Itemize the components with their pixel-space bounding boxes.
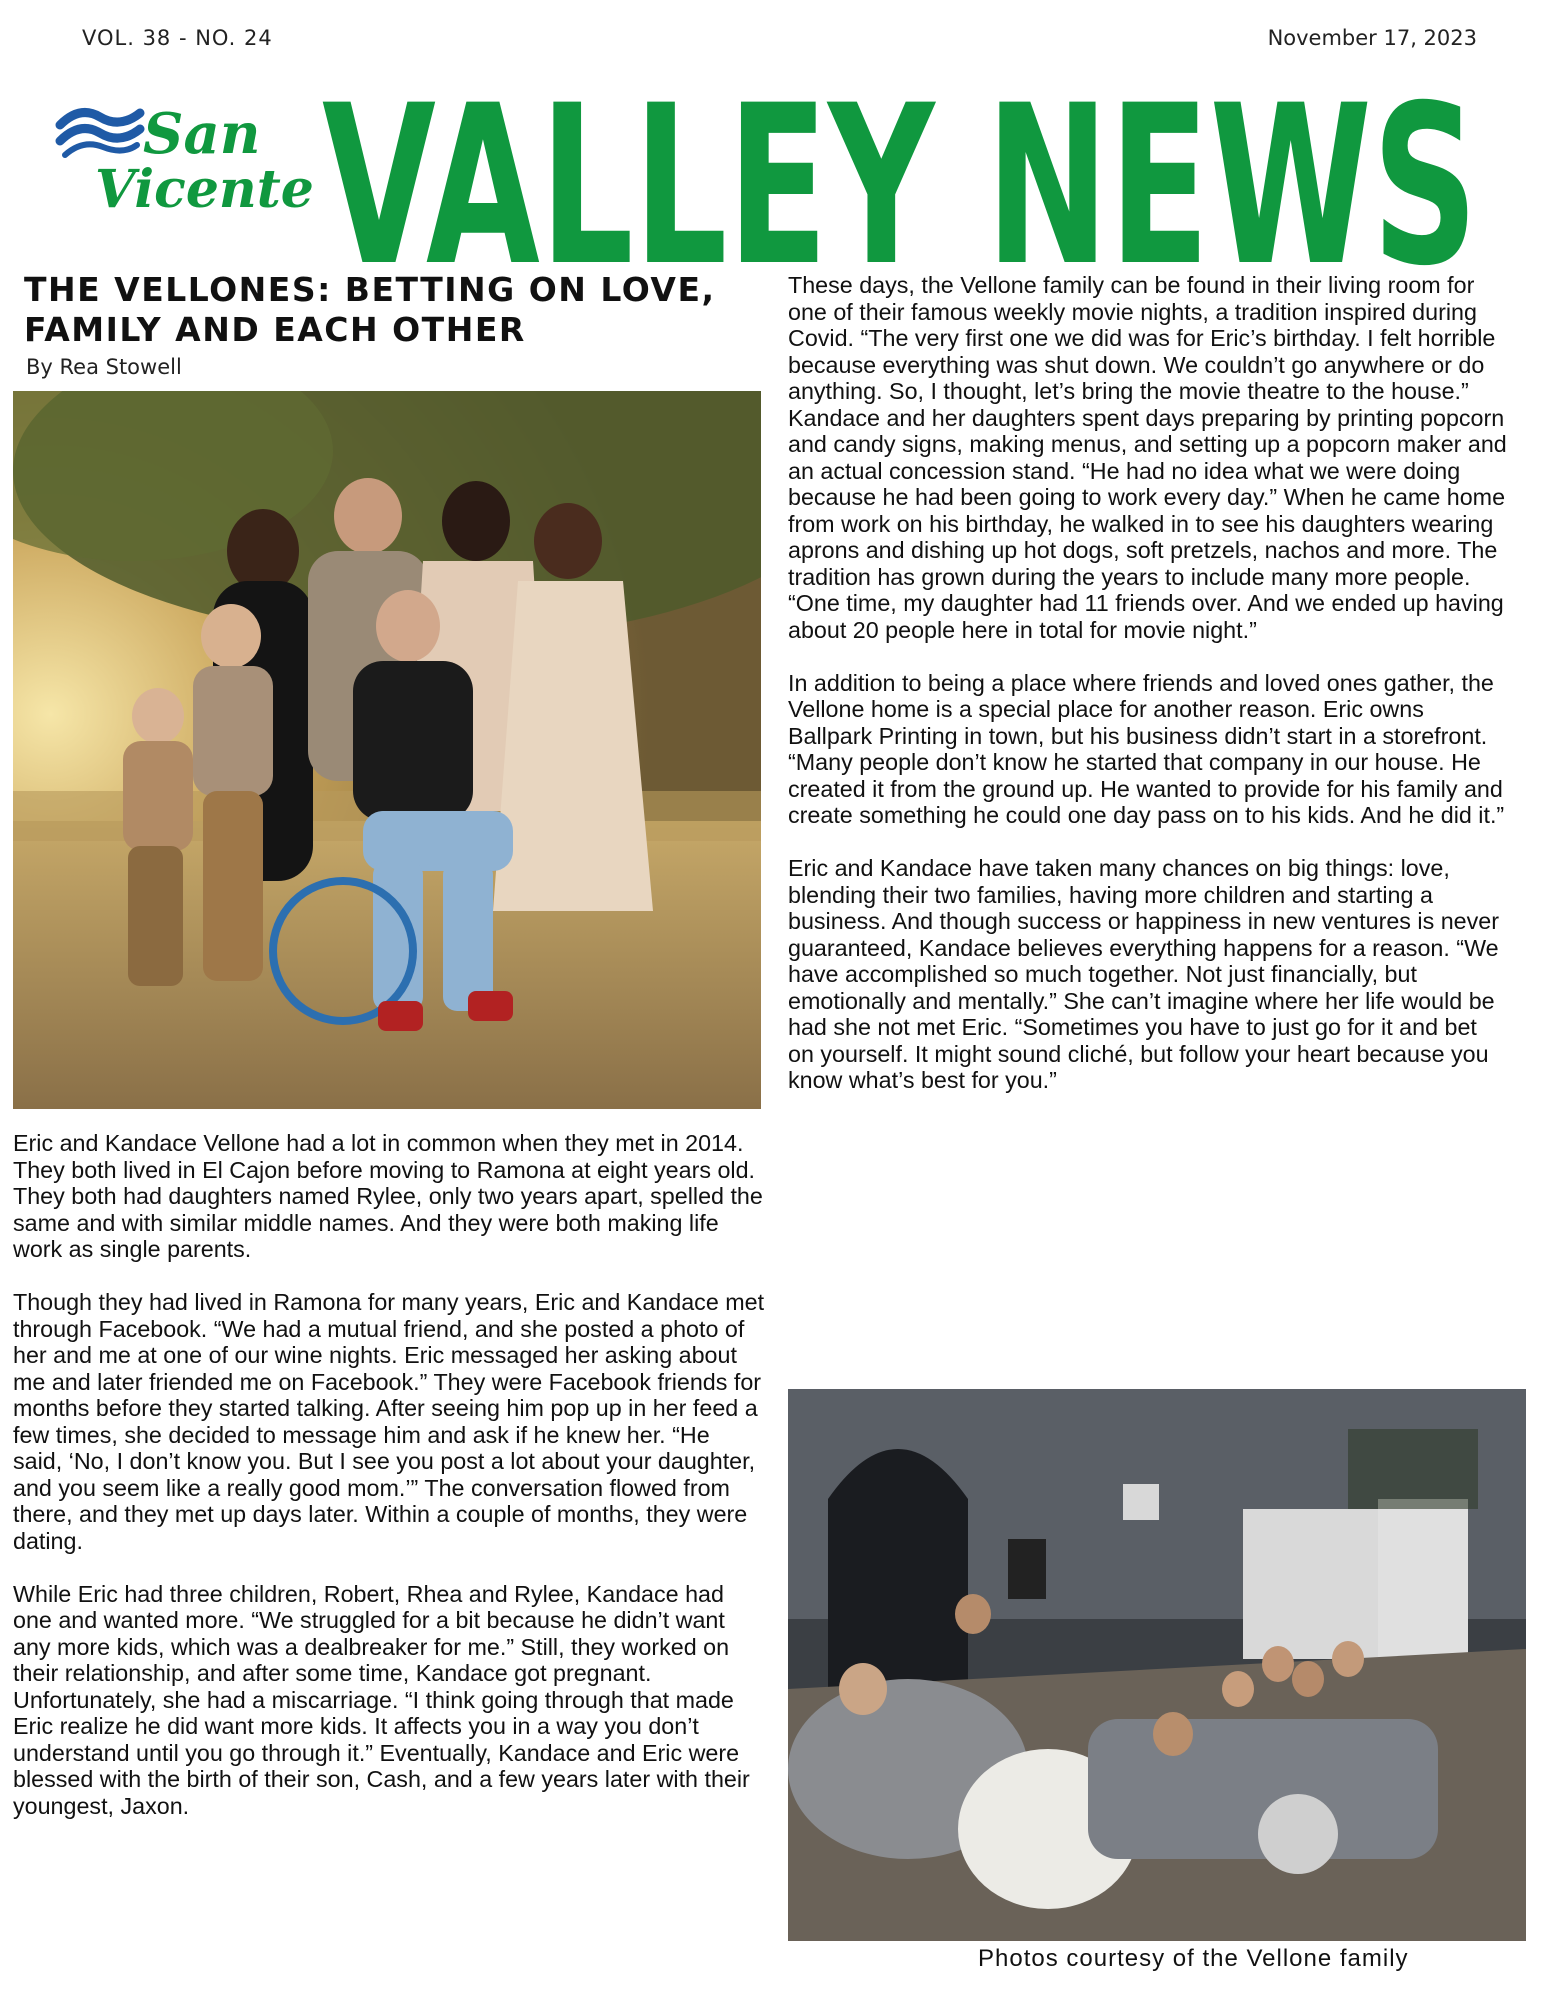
article-paragraph: Eric and Kandace Vellone had a lot in common when they met in 2014. They both lived in El Cajon before moving to Ramona at eight years old. They both had daughters named Rylee, only two years apart, spelled the same and with similar middle names. And they were both making life work as single parents.: [13, 1130, 763, 1262]
movie-night-photo: [788, 1389, 1526, 1941]
logo-text-vicente: Vicente: [95, 159, 314, 220]
logo-text-san: San: [143, 101, 261, 167]
article-left-column: [13, 1130, 765, 1846]
wave-icon: [60, 113, 140, 156]
byline: By Rea Stowell: [26, 355, 182, 379]
masthead-title: VALLEY NEWS: [322, 62, 1478, 272]
san-vicente-logo: [55, 95, 355, 225]
article-paragraph: While Eric had three children, Robert, Rhea and Rylee, Kandace had one and wanted more. “We struggled for a bit because he didn’t want any more kids, which was a dealbreaker for me.” Still, they worked on their relationship, and after some time, Kandace got pregnant. Unfortunately, she had a miscarriage. “I think going through that made Eric realize he did want more kids. It affects you in a way you don’t understand until you go through it.” Eventually, Kandace and Eric were blessed with the birth of their son, Cash, and a few years later with their youngest, Jaxon.: [13, 1580, 750, 1819]
family-portrait-photo: [13, 391, 761, 1109]
masthead: [322, 62, 1482, 272]
issue-date: November 17, 2023: [1267, 26, 1477, 50]
article-paragraph: Eric and Kandace have taken many chances on big things: love, blending their two families, having more children and starting a business. And though success or happiness in new ventures is never guaranteed, Kandace believes everything happens for a reason. “We have accomplished so much together. Not just financially, but emotionally and mentally.” She can’t imagine where her life would be had she not met Eric. “Sometimes you have to just go for it and bet on yourself. It might sound cliché, but follow your heart because you know what’s best for you.”: [788, 855, 1499, 1093]
volume-number: VOL. 38 - NO. 24: [82, 26, 273, 50]
article-paragraph: Though they had lived in Ramona for many years, Eric and Kandace met through Facebook. “We had a mutual friend, and she posted a photo of her and me at one of our wine nights. Eric messaged her asking about me and later friended me on Facebook.” They were Facebook friends for months before they started talking. After seeing him pop up in her feed a few times, she decided to message him and ask if he knew her. “He said, ‘No, I don’t know you. But I see you post a lot about your daughter, and you seem like a really good mom.’” The conversation flowed from there, and they met up days later. Within a couple of months, they were dating.: [13, 1289, 765, 1554]
article-paragraph: These days, the Vellone family can be found in their living room for one of their famous weekly movie nights, a tradition inspired during Covid. “The very first one we did was for Eric’s birthday. I felt horrible because everything was shut down. We couldn’t go anywhere or do anything. So, I thought, let’s bring the movie theatre to the house.” Kandace and her daughters spent days preparing by printing popcorn and candy signs, making menus, and setting up a popcorn maker and an actual concession stand. “He had no idea what we were doing because he had been going to work every day.” When he came home from work on his birthday, he walked in to see his daughters wearing aprons and dishing up hot dogs, soft pretzels, nachos and more. The tradition has grown during the years to include many more people. “One time, my daughter had 11 friends over. And we ended up having about 20 people here in total for movie night.”: [788, 272, 1507, 643]
photo-caption: Photos courtesy of the Vellone family: [978, 1945, 1409, 1972]
article-headline: THE VELLONES: BETTING ON LOVE, FAMILY AND EACH OTHER: [24, 270, 716, 349]
article-right-column: [788, 272, 1508, 1120]
article-paragraph: In addition to being a place where friends and loved ones gather, the Vellone home is a special place for another reason. Eric owns Ballpark Printing in town, but his business didn’t start in a storefront. “Many people don’t know he started that company in our house. He created it from the ground up. He wanted to provide for his family and create something he could one day pass on to his kids. And he did it.”: [788, 669, 1505, 828]
